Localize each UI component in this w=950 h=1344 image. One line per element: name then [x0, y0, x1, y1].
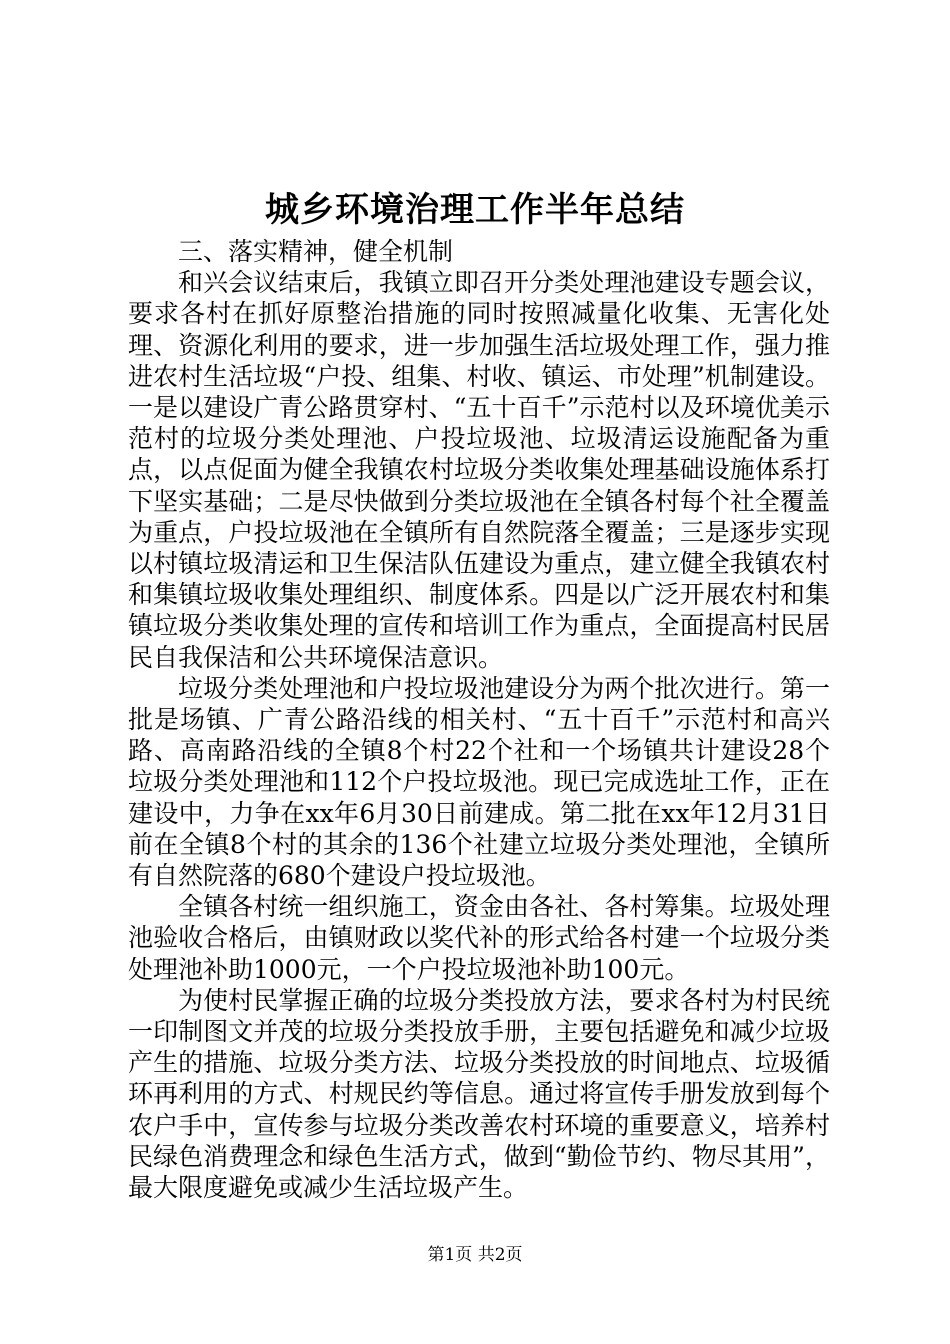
section-heading: 三、落实精神，健全机制	[178, 237, 454, 266]
page-indicator: 第1页 共2页	[427, 1245, 523, 1265]
page-footer	[0, 1244, 950, 1266]
paragraph: 和兴会议结束后，我镇立即召开分类处理池建设专题会议，要求各村在抓好原整治措施的同时按照减量化收集、无害化处理、资源化利用的要求，进一步加强生活垃圾处理工作，强力推进农村生活垃圾“户投、组集、村收、镇运、市处理”机制建设。一是以建设广青公路贯穿村、“五十百千”示范村以及环境优美示范村的垃圾分类处理池、户投垃圾池、垃圾清运设施配备为重点，以点促面为健全我镇农村垃圾分类收集处理基础设施体系打下坚实基础；二是尽快做到分类垃圾池在全镇各村每个社全覆盖为重点，户投垃圾池在全镇所有自然院落全覆盖；三是逐步实现以村镇垃圾清运和卫生保洁队伍建设为重点，建立健全我镇农村和集镇垃圾收集处理组织、制度体系。四是以广泛开展农村和集镇垃圾分类收集处理的宣传和培训工作为重点，全面提高村民居民自我保洁和公共环境保洁意识。	[128, 268, 830, 672]
paragraph: 全镇各村统一组织施工，资金由各社、各村筹集。垃圾处理池验收合格后，由镇财政以奖代补的形式给各村建一个垃圾分类处理池补助1000元，一个户投垃圾池补助100元。	[128, 892, 830, 984]
paragraph: 垃圾分类处理池和户投垃圾池建设分为两个批次进行。第一批是场镇、广青公路沿线的相关村、“五十百千”示范村和高兴路、高南路沿线的全镇8个村22个社和一个场镇共计建设28个垃圾分类处理池和112个户投垃圾池。现已完成选址工作，正在建设中，力争在xx年6月30日前建成。第二批在xx年12月31日前在全镇8个村的其余的136个社建立垃圾分类处理池，全镇所有自然院落的680个建设户投垃圾池。	[128, 673, 830, 891]
document-title: 城乡环境治理工作半年总结	[265, 190, 685, 230]
document-body	[128, 236, 830, 1203]
paragraph: 为使村民掌握正确的垃圾分类投放方法，要求各村为村民统一印制图文并茂的垃圾分类投放手册，主要包括避免和减少垃圾产生的措施、垃圾分类方法、垃圾分类投放的时间地点、垃圾循环再利用的方式、村规民约等信息。通过将宣传手册发放到每个农户手中，宣传参与垃圾分类改善农村环境的重要意义，培养村民绿色消费理念和绿色生活方式，做到“勤俭节约、物尽其用”，最大限度避免或减少生活垃圾产生。	[128, 985, 830, 1203]
